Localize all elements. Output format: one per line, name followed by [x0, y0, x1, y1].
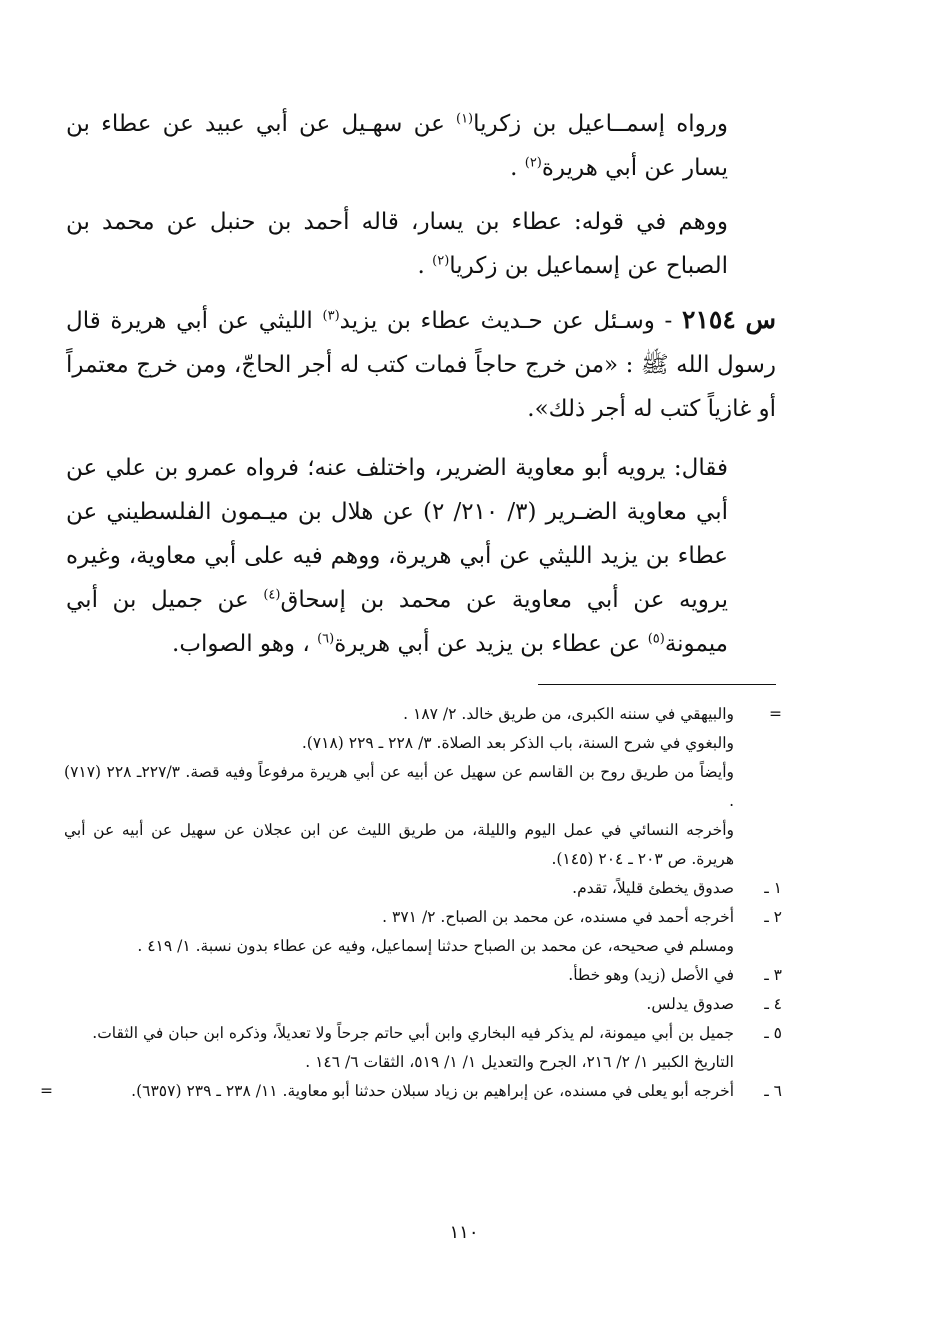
continuation-marker: = — [40, 1082, 53, 1100]
footnote-item — [40, 758, 782, 816]
footnote-ref: (٢) — [524, 155, 542, 171]
footnote-item — [40, 816, 782, 874]
footnote-text: والبيهقي في سننه الكبرى، من طريق خالد. ٢/ ١٨٧ . — [403, 705, 734, 723]
footnote-marker: = — [769, 705, 782, 723]
footnote-ref: (٣) — [322, 308, 340, 324]
paragraph-1-text: . — [510, 155, 525, 181]
footnote-item — [40, 932, 782, 961]
footnote-item — [40, 700, 782, 729]
footnote-text: التاريخ الكبير ١/ ٢/ ٢١٦، الجرح والتعديل ١/ ١/ ٥١٩، الثقات ٦/ ١٤٦ . — [305, 1053, 734, 1071]
question-text: الليثي عن أبي هريرة قال رسول الله ﷺ : «من خرج حاجاً فمات كتب له أجر الحاجّ، ومن خرج معتمراً أو غازياً كتب له أجر ذلك». — [66, 308, 776, 422]
footnote-marker — [734, 932, 782, 961]
footnotes — [40, 700, 782, 1106]
question-marker: س — [745, 305, 777, 334]
footnote-text: صدوق يخطئ قليلاً، تقدم. — [572, 879, 734, 897]
footnote-item — [40, 1077, 782, 1106]
footnote-text: وأخرجه النسائي في عمل اليوم والليلة، من طريق الليث عن ابن عجلان عن سهيل عن أبيه عن أبي هريرة. ص ٢٠٣ ـ ٢٠٤ (١٤٥). — [64, 821, 734, 868]
footnote-ref: (٥) — [647, 631, 665, 647]
footnote-marker: ٣ ـ — [764, 966, 782, 984]
footnote-ref: (٢) — [432, 253, 450, 269]
paragraph-1-text: ورواه إسمــاعيل بن زكريا — [473, 111, 728, 137]
footnote-marker — [734, 729, 782, 758]
page-number: ١١٠ — [449, 1222, 479, 1243]
footnote-text: أخرجه أحمد في مسنده، عن محمد بن الصباح. ٢/ ٣٧١ . — [382, 908, 734, 926]
answer-text: عن جميل بن أبي ميمونة — [66, 587, 728, 657]
footnote-marker — [734, 816, 782, 874]
footnote-item — [40, 729, 782, 758]
footnote-marker — [734, 758, 782, 816]
question-2154 — [66, 298, 776, 431]
footnote-item — [40, 874, 782, 903]
question-text: - وسـئل عن حـديث عطاء بن يزيد — [339, 308, 683, 334]
footnote-text: أخرجه أبو يعلى في مسنده، عن إبراهيم بن زياد سبلان حدثنا أبو معاوية. ١١/ ٢٣٨ ـ ٢٣٩ (٦٣٥٧). — [131, 1082, 734, 1100]
paragraph-2-text: ووهم في قوله: عطاء بن يسار، قاله أحمد بن حنبل عن محمد بن الصباح عن إسماعيل بن زكريا — [66, 209, 728, 279]
footnote-ref: (٤) — [263, 587, 281, 603]
footnote-text: والبغوي في شرح السنة، باب الذكر بعد الصلاة. ٣/ ٢٢٨ ـ ٢٢٩ (٧١٨). — [301, 734, 734, 752]
question-number: ٢١٥٤ — [682, 305, 736, 334]
footnote-item — [40, 990, 782, 1019]
footnote-marker: ٦ ـ — [764, 1082, 782, 1100]
footnote-item — [40, 961, 782, 990]
answer-text: ، وهو الصواب. — [172, 631, 318, 657]
footnote-text: جميل بن أبي ميمونة، لم يذكر فيه البخاري وابن أبي حاتم جرحاً ولا تعديلاً، وذكره ابن حبان في الثقات. — [92, 1024, 734, 1042]
footnote-marker: ٢ ـ — [764, 908, 782, 926]
footnote-item — [40, 1019, 782, 1048]
footnote-divider — [538, 684, 776, 685]
footnote-ref: (٦) — [317, 631, 335, 647]
paragraph-2 — [66, 200, 776, 288]
footnote-text: وأيضاً من طريق روح بن القاسم عن سهيل عن أبيه عن أبي هريرة مرفوعاً وفيه قصة. ٢٢٧/٣ـ ٢٢٨ (٧١٧) . — [64, 763, 734, 810]
footnote-item — [40, 1048, 782, 1077]
footnote-text: صدوق يدلس. — [646, 995, 734, 1013]
footnote-ref: (١) — [455, 111, 474, 127]
footnote-marker — [734, 1048, 782, 1077]
answer-text: عن عطاء بن يزيد عن أبي هريرة — [334, 631, 648, 657]
paragraph-1-text: عن سهـيل عن أبي عبيد عن عطاء بن يسار عن أبي هريرة — [66, 111, 728, 181]
footnote-text: في الأصل (زيد) وهو خطأ. — [568, 966, 734, 984]
footnote-marker: ٤ ـ — [764, 995, 782, 1013]
footnote-marker: ٥ ـ — [764, 1024, 782, 1042]
footnote-text: ومسلم في صحيحه، عن محمد بن الصباح حدثنا إسماعيل، وفيه عن عطاء بدون نسبة. ١/ ٤١٩ . — [137, 937, 734, 955]
paragraph-1 — [66, 102, 776, 190]
footnote-marker: ١ ـ — [764, 879, 782, 897]
answer-text: فقال: يرويه أبو معاوية الضرير، واختلف عنه؛ فرواه عمرو بن علي عن أبي معاوية الضـرير (٣/ ٢١٠/ ٢) عن هلال بن ميـمون الفلسطيني عن عطاء بن يزيد الليثي عن أبي هريرة، ووهم فيه على أبي معاوية، وغيره يرويه عن أبي معاوية عن محمد بن إسحاق — [66, 455, 729, 613]
footnote-item — [40, 903, 782, 932]
answer-paragraph — [66, 446, 776, 666]
paragraph-2-text: . — [417, 253, 433, 279]
